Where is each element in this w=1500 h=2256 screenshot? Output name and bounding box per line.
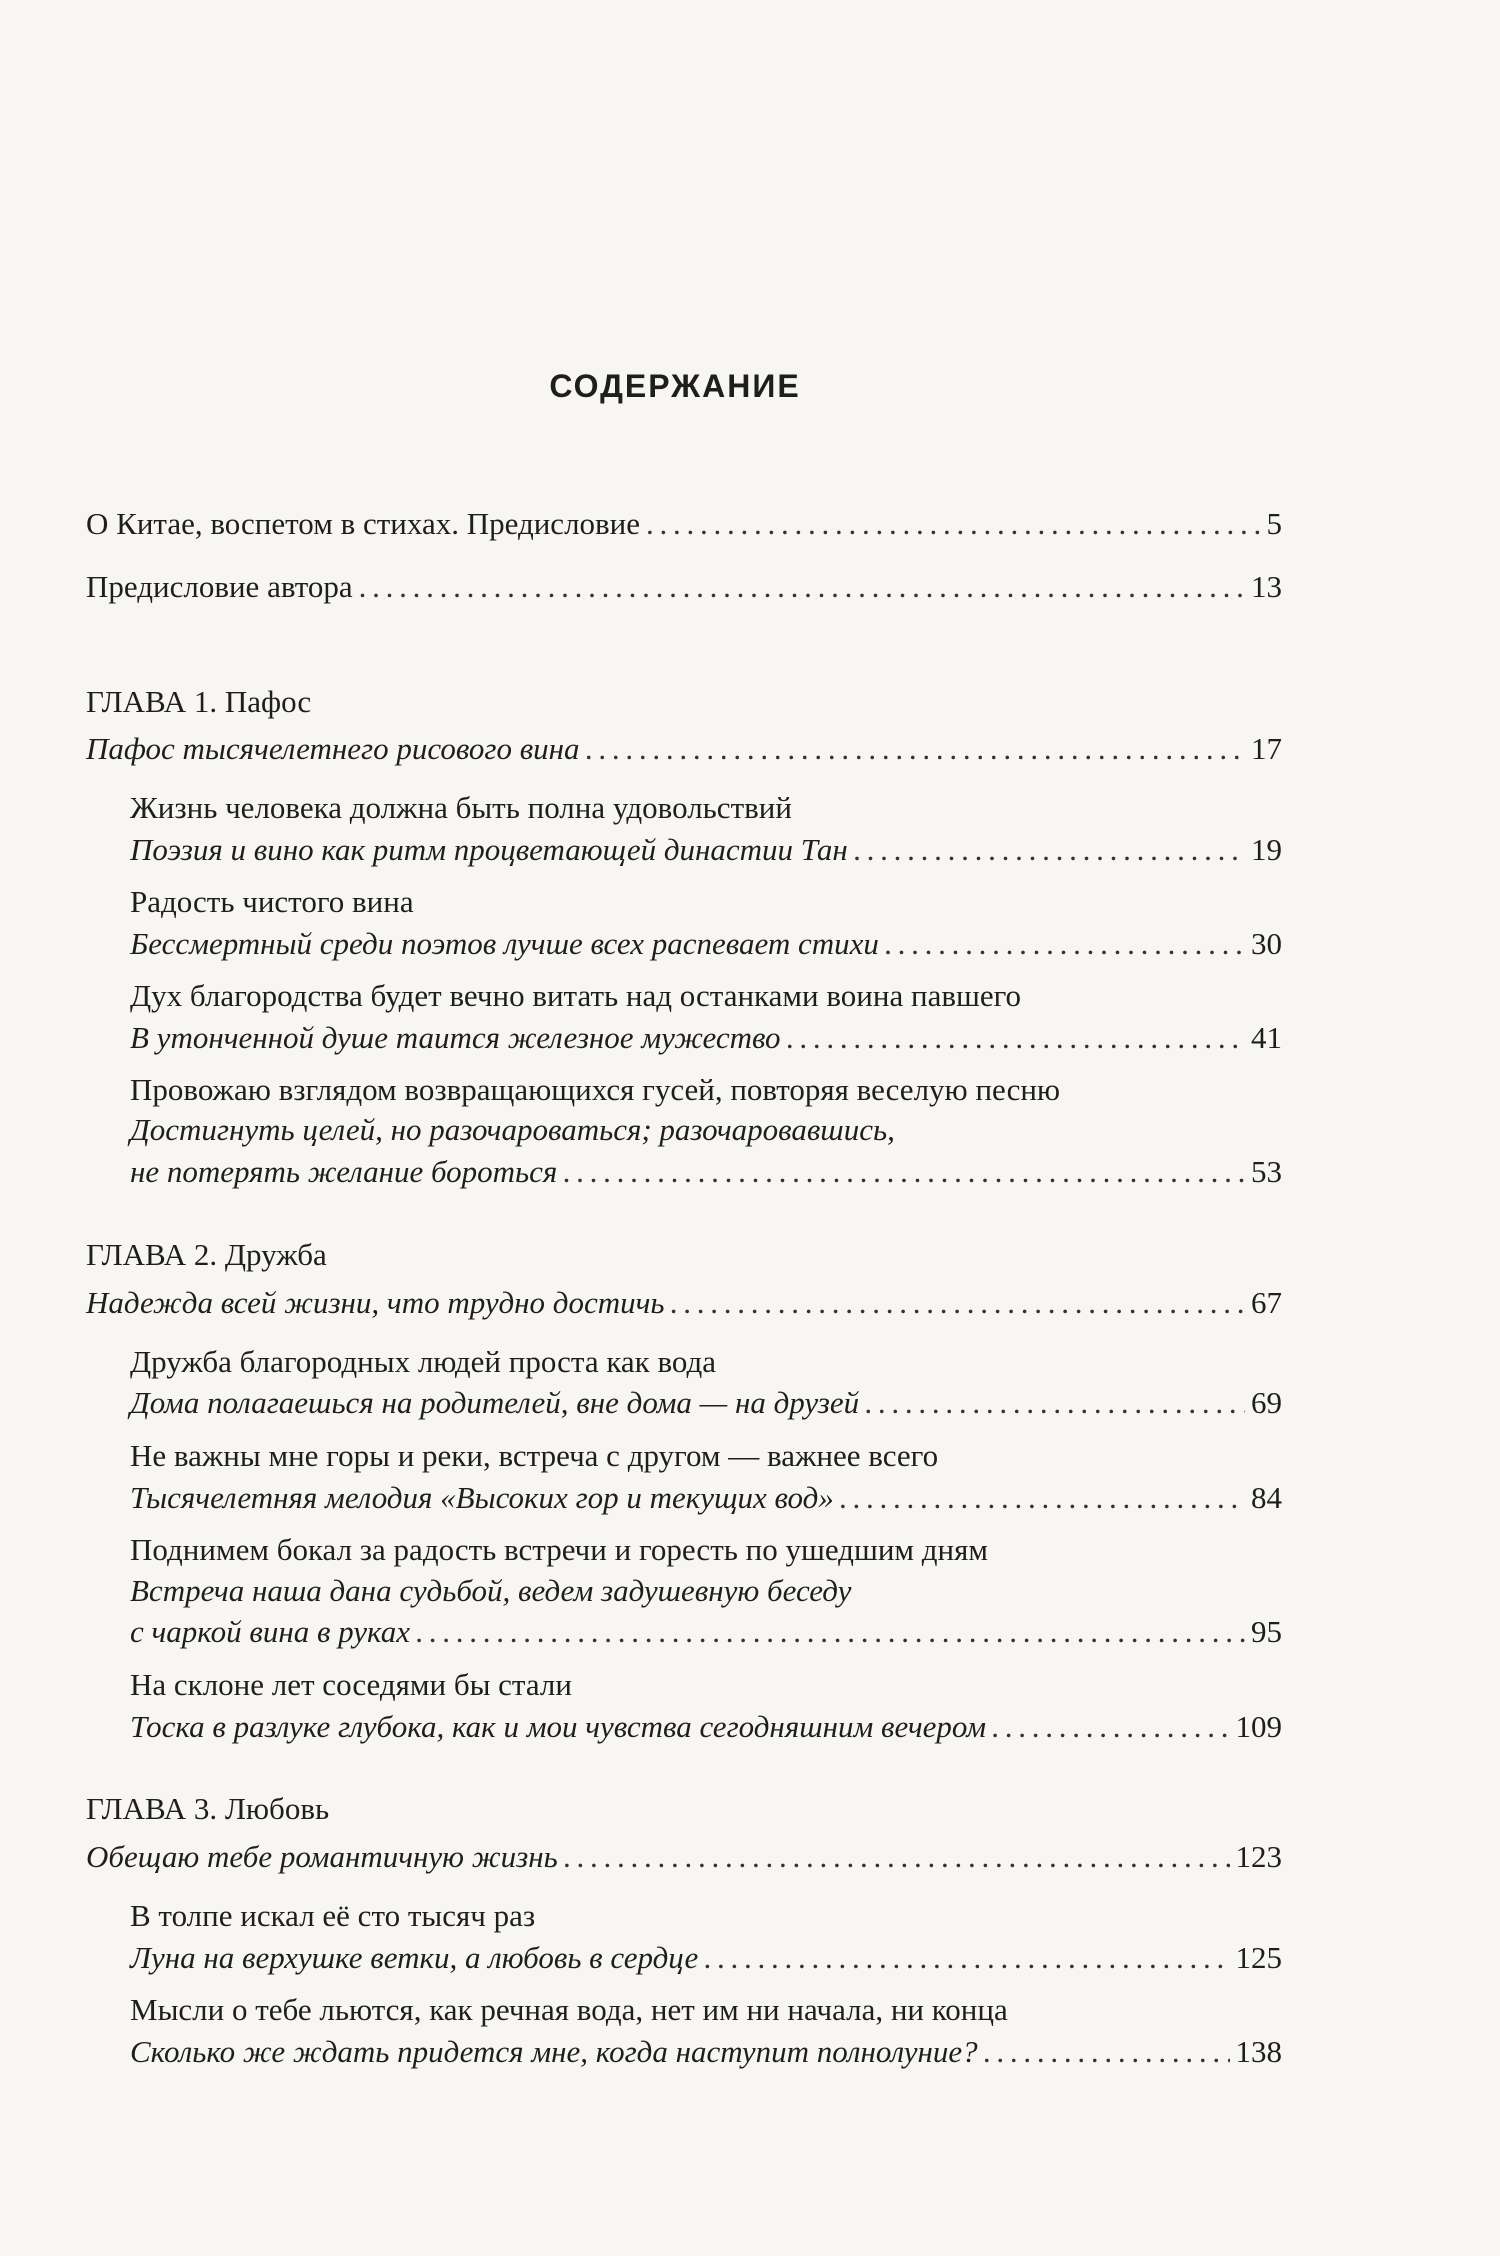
toc-entry-title: Тысячелетняя мелодия «Высоких гор и текущих вод»: [130, 1480, 834, 1515]
leader-dots: [646, 502, 1260, 546]
toc-entry-title: Предисловие автора: [86, 569, 353, 604]
leader-dots: [984, 2030, 1230, 2074]
toc-entry: [86, 565, 1282, 609]
toc-entry-page: 19: [1251, 832, 1282, 867]
toc-entry-page: 5: [1266, 506, 1282, 541]
leader-dots: [359, 565, 1245, 609]
toc-entry: [86, 1281, 1282, 1325]
section-heading: На склоне лет соседями бы стали: [130, 1667, 572, 1702]
toc-entry-page: 138: [1235, 2034, 1282, 2069]
toc-entry: [130, 2030, 1282, 2074]
toc-entry: [130, 1610, 1282, 1654]
toc-entry-title: Поэзия и вино как ритм процветающей династии Тан: [130, 832, 848, 867]
leader-dots: [563, 1150, 1245, 1194]
toc-entry-page: 123: [1235, 1839, 1282, 1874]
page-title: СОДЕРЖАНИЕ: [549, 368, 801, 404]
leader-dots: [865, 1381, 1245, 1425]
toc-entry: [86, 502, 1282, 546]
section-heading: Поднимем бокал за радость встречи и горесть по ушедшим дням: [130, 1532, 989, 1567]
leader-dots: [992, 1705, 1230, 1749]
toc-entry: [86, 1835, 1282, 1879]
toc-entry-page: 17: [1251, 731, 1282, 766]
toc-entry-page: 30: [1251, 926, 1282, 961]
toc-entry-page: 84: [1251, 1480, 1282, 1515]
toc-entry-page: 53: [1251, 1154, 1282, 1189]
toc-entry-title: Сколько же ждать придется мне, когда наступит полнолуние?: [130, 2034, 978, 2069]
leader-dots: [840, 1476, 1245, 1520]
toc-entry-page: 67: [1251, 1285, 1282, 1320]
toc-entry-page: 69: [1251, 1385, 1282, 1420]
toc-entry-page: 41: [1251, 1020, 1282, 1055]
toc-entry-title: Пафос тысячелетнего рисового вина: [86, 731, 580, 766]
toc-entry-page: 109: [1235, 1709, 1282, 1744]
section-heading: Не важны мне горы и реки, встреча с другом — важнее всего: [130, 1438, 939, 1473]
leader-dots: [854, 828, 1245, 872]
leader-dots: [885, 922, 1245, 966]
chapter-heading: ГЛАВА 2. Дружба: [86, 1237, 327, 1272]
toc-entry-title: не потерять желание бороться: [130, 1154, 558, 1189]
toc-entry-page: 125: [1235, 1940, 1282, 1975]
toc-entry-title: Тоска в разлуке глубока, как и мои чувства сегодняшним вечером: [130, 1709, 986, 1744]
toc-entry-title: с чаркой вина в руках: [130, 1614, 410, 1649]
section-heading: Провожаю взглядом возвращающихся гусей, повторяя веселую песню: [130, 1072, 1061, 1107]
leader-dots: [787, 1016, 1245, 1060]
toc-entry: [130, 1150, 1282, 1194]
toc-entry-title: Обещаю тебе романтичную жизнь: [86, 1839, 558, 1874]
toc-entry: [130, 922, 1282, 966]
section-heading: Мысли о тебе льются, как речная вода, нет им ни начала, ни конца: [130, 1992, 1008, 2027]
toc-entry: [130, 1476, 1282, 1520]
toc-entry: [130, 1705, 1282, 1749]
section-heading: Дружба благородных людей проста как вода: [130, 1344, 717, 1379]
toc-entry-page: 13: [1251, 569, 1282, 604]
leader-dots: [564, 1835, 1230, 1879]
toc-entry-page: 95: [1251, 1614, 1282, 1649]
toc-entry-title: В утонченной душе таится железное мужество: [130, 1020, 781, 1055]
section-heading: В толпе искал её сто тысяч раз: [130, 1898, 536, 1933]
chapter-heading: ГЛАВА 1. Пафос: [86, 684, 312, 719]
section-heading: Радость чистого вина: [130, 884, 414, 919]
leader-dots: [586, 727, 1245, 771]
toc-entry-title: О Китае, воспетом в стихах. Предисловие: [86, 506, 641, 541]
toc-entry-title: Дома полагаешься на родителей, вне дома — на друзей: [130, 1385, 860, 1420]
toc-entry: [130, 828, 1282, 872]
section-subtitle-line: Встреча наша дана судьбой, ведем задушевную беседу: [130, 1573, 852, 1608]
chapter-heading: ГЛАВА 3. Любовь: [86, 1791, 330, 1826]
section-subtitle-line: Достигнуть целей, но разочароваться; разочаровавшись,: [130, 1112, 895, 1147]
toc-entry: [130, 1381, 1282, 1425]
toc-entry-title: Бессмертный среди поэтов лучше всех распевает стихи: [130, 926, 879, 961]
toc-entry: [130, 1016, 1282, 1060]
toc-entry-title: Надежда всей жизни, что трудно достичь: [86, 1285, 665, 1320]
leader-dots: [671, 1281, 1245, 1325]
leader-dots: [704, 1936, 1229, 1980]
toc-entry: [86, 727, 1282, 771]
leader-dots: [416, 1610, 1245, 1654]
toc-entry: [130, 1936, 1282, 1980]
section-heading: Дух благородства будет вечно витать над останками воина павшего: [130, 978, 1022, 1013]
section-heading: Жизнь человека должна быть полна удовольствий: [130, 790, 792, 825]
toc-entry-title: Луна на верхушке ветки, а любовь в сердце: [130, 1940, 699, 1975]
